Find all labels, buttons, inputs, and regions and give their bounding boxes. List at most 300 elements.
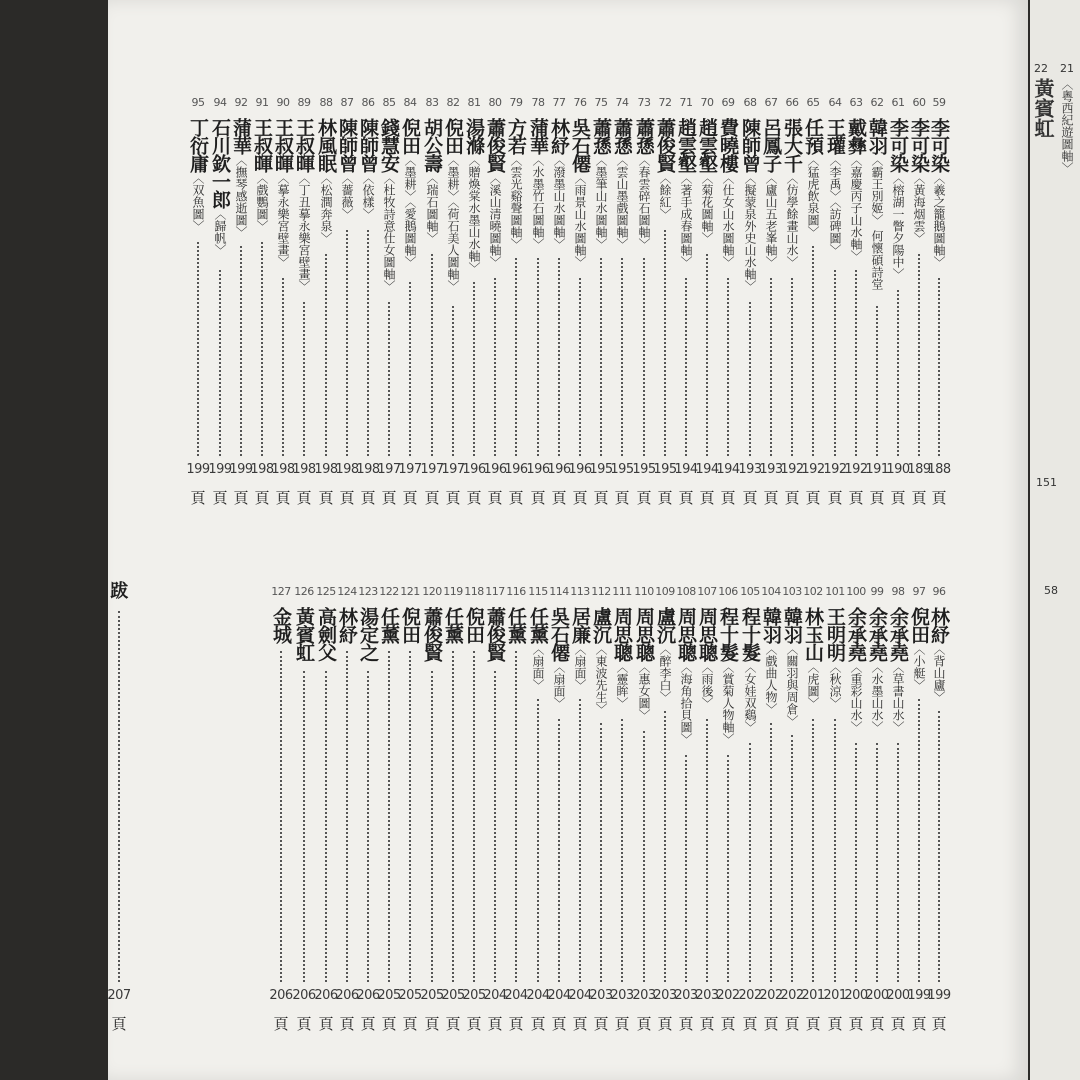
entry-number: 79 — [509, 96, 523, 109]
artist-name: 胡公壽 — [421, 118, 443, 172]
toc-entry — [760, 585, 782, 1035]
page-number: 195 — [653, 462, 677, 477]
toc-entry — [442, 96, 464, 509]
page-unit-label: 頁 — [424, 489, 440, 507]
leader-dots — [346, 651, 348, 982]
entry-number: 65 — [806, 96, 820, 109]
entry-number: 94 — [213, 96, 227, 109]
toc-entry — [739, 585, 761, 1035]
artwork-title: 〈秋涼〉 — [828, 661, 842, 709]
entry-number: 60 — [912, 96, 926, 109]
page-number: 204 — [483, 988, 507, 1003]
artwork-title: 〈歸帆〉 — [213, 208, 227, 256]
entry-number: 99 — [870, 585, 884, 598]
artist-name: 王瓘 — [824, 118, 846, 154]
page-number: 205 — [377, 988, 401, 1003]
page-number: 200 — [886, 988, 910, 1003]
leader-dots — [346, 230, 348, 456]
page-number: 202 — [716, 988, 740, 1003]
artist-name: 蒲華 — [230, 118, 252, 154]
page-number: 195 — [589, 462, 613, 477]
page-number: 202 — [759, 988, 783, 1003]
toc-entry — [717, 585, 739, 1035]
leader-dots — [388, 651, 390, 982]
page-unit-label: 頁 — [805, 489, 821, 507]
page-number: 196 — [526, 462, 550, 477]
toc-entry — [463, 96, 485, 509]
leader-dots — [791, 278, 793, 456]
artist-name: 蕭俊賢 — [421, 607, 443, 661]
toc-entry — [527, 585, 549, 1035]
artwork-title: 〈丁丑摹永樂宮壁畫〉 — [297, 172, 311, 292]
artist-name: 錢慧安 — [378, 118, 400, 172]
page-unit-label: 頁 — [508, 489, 524, 507]
artist-name: 周思聰 — [633, 607, 655, 661]
leader-dots — [240, 246, 242, 456]
toc-entry — [463, 585, 485, 1035]
entry-number: 92 — [234, 96, 248, 109]
leader-dots — [834, 719, 836, 982]
page-number: 192 — [780, 462, 804, 477]
page-number: 207 — [107, 988, 131, 1003]
toc-entry — [357, 585, 379, 1035]
artist-name: 呂鳳子 — [760, 118, 782, 172]
entry-number: 108 — [676, 585, 696, 598]
page-unit-label: 頁 — [742, 1015, 758, 1033]
page-unit-label: 頁 — [402, 489, 418, 507]
entry-number: 82 — [446, 96, 460, 109]
leader-dots — [812, 719, 814, 982]
artwork-title: 〈關羽與周倉〉 — [785, 643, 799, 727]
entry-number: 66 — [785, 96, 799, 109]
artist-name: 趙雲壑 — [696, 118, 718, 172]
artwork-title: 〈雲山墨戲圖軸〉 — [615, 154, 629, 250]
toc-entry — [251, 96, 273, 509]
toc-entry — [270, 585, 292, 1035]
toc-entry — [781, 96, 803, 509]
leader-dots — [537, 258, 539, 456]
artwork-title: 〈靈眸〉 — [615, 661, 629, 709]
artist-name: 林紓 — [336, 607, 358, 643]
artist-name: 王叔暉 — [293, 118, 315, 172]
page-unit-label: 頁 — [273, 1015, 289, 1033]
artwork-title: 〈猛虎飲泉圖〉 — [806, 154, 820, 238]
artwork-title: 〈小艇〉 — [912, 643, 926, 691]
page-unit-label: 頁 — [931, 1015, 947, 1033]
page-unit-label: 頁 — [657, 489, 673, 507]
page-number: 196 — [483, 462, 507, 477]
entry-number: 103 — [782, 585, 802, 598]
artwork-title: 〈戲鸚圖〉 — [255, 172, 269, 232]
artist-name: 費曉樓 — [717, 118, 739, 172]
page-unit-label: 頁 — [593, 489, 609, 507]
artist-name: 余承堯 — [887, 607, 909, 661]
toc-entry — [675, 585, 697, 1035]
artwork-title: 〈春雲碎石圖軸〉 — [637, 154, 651, 250]
leader-dots — [494, 278, 496, 456]
page-number: 203 — [589, 988, 613, 1003]
artwork-title: 〈雨景山水圖軸〉 — [573, 172, 587, 268]
artist-name: 張大千 — [781, 118, 803, 172]
entry-number: 62 — [870, 96, 884, 109]
artwork-title: 〈霸王別姬〉 何懷碩詩堂 — [870, 154, 884, 290]
page-number: 199 — [208, 462, 232, 477]
artist-name: 黃賓虹 — [293, 607, 315, 661]
artist-name: 蕭俊賢 — [484, 607, 506, 661]
page-number: 190 — [886, 462, 910, 477]
leader-dots — [749, 302, 751, 456]
leader-dots — [706, 719, 708, 982]
artist-name: 程十髮 — [717, 607, 739, 661]
artwork-title: 〈著手成春圖軸〉 — [679, 172, 693, 268]
leader-dots — [812, 246, 814, 456]
entry-number: 97 — [912, 585, 926, 598]
toc-entry — [781, 585, 803, 1035]
artist-name: 陳師曾 — [739, 118, 761, 172]
artwork-title: 〈墨筆山水圖軸〉 — [594, 154, 608, 250]
leader-dots — [558, 258, 560, 456]
facing-artist-name: 黃賓虹 — [1031, 78, 1055, 138]
facing-entry-number: 58 — [1044, 584, 1058, 597]
artwork-title: 〈羲之籠鵝圖軸〉 — [932, 172, 946, 268]
leader-dots — [770, 723, 772, 982]
artwork-title: 〈撫琴感逝圖〉 — [234, 154, 248, 238]
toc-entry — [908, 96, 930, 509]
artist-name: 高劍父 — [315, 607, 337, 661]
leader-dots — [431, 254, 433, 456]
page-number: 205 — [462, 988, 486, 1003]
entry-number: 119 — [443, 585, 463, 598]
artist-name: 李可染 — [908, 118, 930, 172]
page-unit-label: 頁 — [111, 1015, 127, 1033]
entry-number: 106 — [718, 585, 738, 598]
page-number: 205 — [398, 988, 422, 1003]
page-number: 202 — [738, 988, 762, 1003]
artwork-title: 〈依樣〉 — [361, 172, 375, 220]
page-number: 198 — [271, 462, 295, 477]
artist-name: 戴彝 — [845, 118, 867, 154]
entry-number: 91 — [255, 96, 269, 109]
leader-dots — [643, 258, 645, 456]
leader-dots — [918, 254, 920, 456]
page-unit-label: 頁 — [614, 489, 630, 507]
page-unit-label: 頁 — [508, 1015, 524, 1033]
toc-entry — [399, 585, 421, 1035]
entry-number: 117 — [485, 585, 505, 598]
entry-number: 107 — [697, 585, 717, 598]
leader-dots — [727, 278, 729, 456]
artwork-title: 〈虎圖〉 — [806, 661, 820, 709]
page-number: 203 — [674, 988, 698, 1003]
page-number: 192 — [801, 462, 825, 477]
leader-dots — [897, 743, 899, 982]
artwork-title: 〈擬蒙泉外史山水軸〉 — [743, 172, 757, 292]
page-number: 204 — [568, 988, 592, 1003]
leader-dots — [261, 242, 263, 456]
leader-dots — [473, 282, 475, 456]
artwork-title: 〈東波先生〉 — [594, 643, 608, 715]
entry-number: 109 — [655, 585, 675, 598]
leader-dots — [749, 743, 751, 982]
artwork-title: 〈李禹〉〈訪碑圖〉 — [828, 154, 842, 256]
page-number: 195 — [632, 462, 656, 477]
page-number: 204 — [504, 988, 528, 1003]
leader-dots — [409, 282, 411, 456]
page-unit-label: 頁 — [869, 489, 885, 507]
page-number: 204 — [526, 988, 550, 1003]
leader-dots — [855, 743, 857, 982]
artist-name: 蕭俊賢 — [484, 118, 506, 172]
entry-number: 112 — [591, 585, 611, 598]
entry-number: 127 — [271, 585, 291, 598]
artwork-title: 〈瑞石圖軸〉 — [425, 172, 439, 244]
toc-entry — [336, 96, 358, 509]
entry-number: 105 — [740, 585, 760, 598]
entry-number: 116 — [506, 585, 526, 598]
page-number: 205 — [441, 988, 465, 1003]
leader-dots — [579, 699, 581, 982]
entry-number: 98 — [891, 585, 905, 598]
artist-name: 湯滌 — [463, 118, 485, 154]
page-number: 197 — [441, 462, 465, 477]
leader-dots — [515, 258, 517, 456]
page-number: 189 — [907, 462, 931, 477]
entry-number: 69 — [721, 96, 735, 109]
page-unit-label: 頁 — [551, 1015, 567, 1033]
page-unit-label: 頁 — [572, 1015, 588, 1033]
page-number: 193 — [759, 462, 783, 477]
page-unit-label: 頁 — [657, 1015, 673, 1033]
artist-name: 王叔暉 — [251, 118, 273, 172]
page-number: 206 — [356, 988, 380, 1003]
artwork-title: 〈重彩山水〉 — [849, 661, 863, 733]
entry-number: 123 — [358, 585, 378, 598]
artist-name: 李可染 — [928, 118, 950, 172]
artist-name: 任預 — [802, 118, 824, 154]
catalog-page — [108, 0, 1028, 1080]
toc-entry — [315, 96, 337, 509]
entry-number: 跋 — [110, 581, 128, 602]
page-unit-label: 頁 — [445, 1015, 461, 1033]
artist-name: 王叔暉 — [272, 118, 294, 172]
page-unit-label: 頁 — [360, 489, 376, 507]
toc-entry — [442, 585, 464, 1035]
artwork-title: 〈摹永樂宮壁畫〉 — [276, 172, 290, 268]
toc-entry — [187, 96, 209, 509]
artwork-title: 〈水墨竹石圖軸〉 — [531, 154, 545, 250]
toc-entry — [293, 585, 315, 1035]
entry-number: 125 — [316, 585, 336, 598]
artist-name: 倪田 — [399, 118, 421, 154]
toc-entry — [484, 585, 506, 1035]
page-number: 198 — [356, 462, 380, 477]
page-unit-label: 頁 — [742, 489, 758, 507]
leader-dots — [452, 306, 454, 456]
artwork-title: 〈杜牧詩意仕女圖軸〉 — [382, 172, 396, 292]
toc-entry — [590, 96, 612, 509]
page-unit-label: 頁 — [614, 1015, 630, 1033]
leader-dots — [367, 230, 369, 456]
artist-name: 居廉 — [569, 607, 591, 643]
leader-dots — [473, 651, 475, 982]
artwork-title: 〈双魚圖〉 — [191, 172, 205, 232]
page-number: 206 — [335, 988, 359, 1003]
page-number: 199 — [907, 988, 931, 1003]
entry-number: 88 — [319, 96, 333, 109]
toc-entry — [802, 585, 824, 1035]
page-number: 203 — [695, 988, 719, 1003]
artist-name: 蕭俊賢 — [654, 118, 676, 172]
artwork-title: 〈草書山水〉 — [891, 661, 905, 733]
page-number: 196 — [462, 462, 486, 477]
toc-entry — [654, 585, 676, 1035]
page-number: 201 — [823, 988, 847, 1003]
page-unit-label: 頁 — [805, 1015, 821, 1033]
page-unit-label: 頁 — [848, 1015, 864, 1033]
page-number: 206 — [292, 988, 316, 1003]
artist-name: 蒲華 — [527, 118, 549, 154]
page-number: 195 — [610, 462, 634, 477]
artist-name: 湯定之 — [357, 607, 379, 661]
page-number: 198 — [335, 462, 359, 477]
page-unit-label: 頁 — [254, 489, 270, 507]
artwork-title: 〈廬山五老峯軸〉 — [764, 172, 778, 268]
artist-name: 趙雲壑 — [675, 118, 697, 172]
page-number: 203 — [632, 988, 656, 1003]
page-number: 196 — [547, 462, 571, 477]
entry-number: 74 — [615, 96, 629, 109]
leader-dots — [791, 735, 793, 982]
entry-number: 90 — [276, 96, 290, 109]
artist-name: 丁衍庸 — [187, 118, 209, 172]
entry-number: 61 — [891, 96, 905, 109]
artwork-title: 〈水墨山水〉 — [870, 661, 884, 733]
page-number: 193 — [738, 462, 762, 477]
entry-number: 102 — [803, 585, 823, 598]
artist-name: 倪田 — [399, 607, 421, 643]
toc-entry — [569, 585, 591, 1035]
page-unit-label: 頁 — [296, 1015, 312, 1033]
artwork-title: 〈仕女山水圖軸〉 — [721, 172, 735, 268]
entry-number: 95 — [191, 96, 205, 109]
page-unit-label: 頁 — [572, 489, 588, 507]
toc-entry — [802, 96, 824, 509]
toc-entry — [908, 585, 930, 1035]
toc-entry — [230, 96, 252, 509]
page-number: 192 — [823, 462, 847, 477]
toc-entry — [696, 96, 718, 509]
artist-name: 蕭愻 — [633, 118, 655, 154]
artwork-title: 〈醉李白〉 — [658, 643, 672, 703]
artist-name: 蕭愻 — [590, 118, 612, 154]
toc-entry — [209, 96, 231, 509]
toc-entry — [824, 585, 846, 1035]
toc-entry — [928, 585, 950, 1035]
page-unit-label: 頁 — [339, 489, 355, 507]
page-unit-label: 頁 — [678, 489, 694, 507]
entry-number: 115 — [528, 585, 548, 598]
artwork-title: 〈贈煥棠水墨山水軸〉 — [467, 154, 481, 274]
facing-page-ref: 151 — [1036, 476, 1057, 489]
toc-entry — [866, 96, 888, 509]
artist-name: 金城 — [270, 607, 292, 643]
leader-dots — [537, 699, 539, 982]
entry-number: 72 — [658, 96, 672, 109]
toc-entry — [527, 96, 549, 509]
page-number: 196 — [568, 462, 592, 477]
page-unit-label: 頁 — [318, 489, 334, 507]
artwork-title: 〈潑墨山水圖軸〉 — [552, 154, 566, 250]
page-number: 204 — [547, 988, 571, 1003]
page-number: 200 — [844, 988, 868, 1003]
artist-name: 蕭愻 — [611, 118, 633, 154]
leader-dots — [325, 671, 327, 982]
page-unit-label: 頁 — [890, 489, 906, 507]
page-unit-label: 頁 — [869, 1015, 885, 1033]
leader-dots — [219, 270, 221, 456]
artwork-title: 〈墨耕〉〈荷石美人圖軸〉 — [446, 154, 460, 292]
facing-page-number: 22 — [1034, 62, 1048, 75]
artist-name: 林紓 — [928, 607, 950, 643]
toc-entry — [845, 96, 867, 509]
page-unit-label: 頁 — [190, 489, 206, 507]
toc-entry — [272, 96, 294, 509]
artist-name: 任薰 — [527, 607, 549, 643]
artist-name: 石川欽一郎 — [209, 118, 231, 208]
toc-entry — [336, 585, 358, 1035]
page-number: 206 — [314, 988, 338, 1003]
toc-entry — [633, 585, 655, 1035]
toc-entry — [866, 585, 888, 1035]
leader-dots — [197, 242, 199, 456]
page-unit-label: 頁 — [890, 1015, 906, 1033]
entry-number: 122 — [379, 585, 399, 598]
page-unit-label: 頁 — [212, 489, 228, 507]
toc-entry — [824, 96, 846, 509]
toc-entry — [421, 585, 443, 1035]
leader-dots — [685, 755, 687, 982]
toc-entry — [357, 96, 379, 509]
artist-name: 倪田 — [463, 607, 485, 643]
facing-artwork-title: 〈粵西紀遊圖軸〉 — [1060, 78, 1074, 174]
toc-entry — [845, 585, 867, 1035]
artwork-title: 〈扇面〉 — [531, 643, 545, 691]
entry-number: 70 — [700, 96, 714, 109]
toc-entry — [696, 585, 718, 1035]
toc-entry — [887, 585, 909, 1035]
leader-dots — [664, 711, 666, 982]
page-unit-label: 頁 — [678, 1015, 694, 1033]
leader-dots — [367, 671, 369, 982]
leader-dots — [918, 699, 920, 982]
artwork-title: 〈薔薇〉 — [340, 172, 354, 220]
page-number: 197 — [377, 462, 401, 477]
toc-entry — [590, 585, 612, 1035]
artwork-title: 〈仿學餘畫山水〉 — [785, 172, 799, 268]
page-number: 203 — [610, 988, 634, 1003]
page-unit-label: 頁 — [381, 489, 397, 507]
artwork-title: 〈戲曲人物〉 — [764, 643, 778, 715]
leader-dots — [938, 278, 940, 456]
artist-name: 周思聰 — [696, 607, 718, 661]
artist-name: 盧沉 — [590, 607, 612, 643]
artist-name: 程十髮 — [739, 607, 761, 661]
page-unit-label: 頁 — [699, 489, 715, 507]
page-unit-label: 頁 — [296, 489, 312, 507]
toc-entry — [717, 96, 739, 509]
page-unit-label: 頁 — [827, 1015, 843, 1033]
entry-number: 110 — [634, 585, 654, 598]
